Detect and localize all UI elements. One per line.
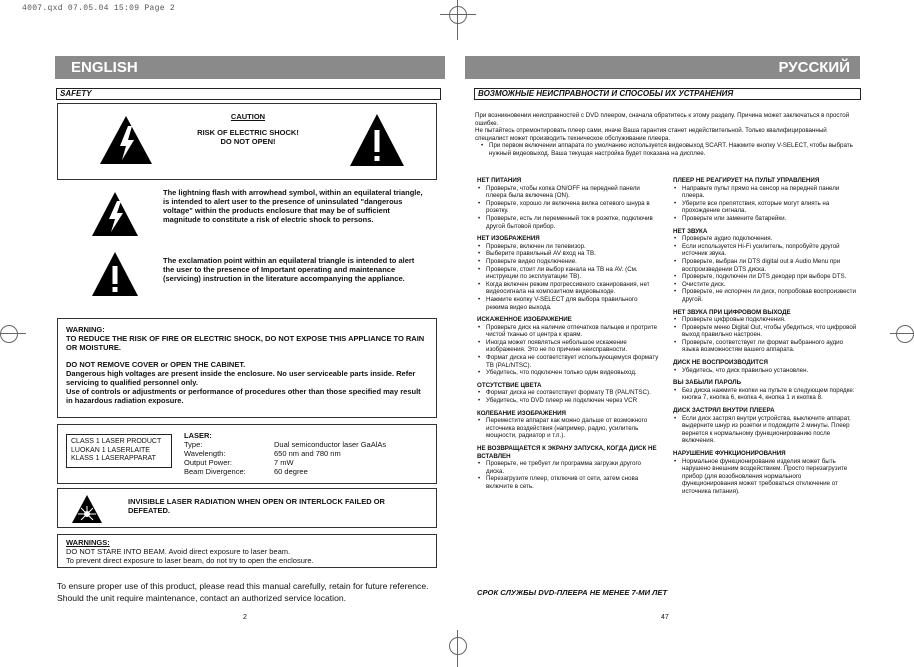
crop-mark-left xyxy=(0,325,18,343)
troubleshoot-column-left xyxy=(477,172,660,491)
laser-label-line: LUOKAN 1 LASERLAITE xyxy=(71,446,150,454)
risk-line-2: DO NOT OPEN! xyxy=(220,137,276,146)
section-list xyxy=(673,415,857,445)
list-item: • Убедитесь, что диск правильно установлен. xyxy=(682,367,857,375)
list-item: • Убедитесь, что DVD плеер не подключен через VCR xyxy=(486,397,660,405)
lang-title-russian: РУССКИЙ xyxy=(778,59,850,76)
section-title: ВЫ ЗАБЫЛИ ПАРОЛЬ xyxy=(673,379,742,387)
list-item: • Нажмите кнопку V-SELECT для выбора правильного режима видео выхода. xyxy=(486,296,660,311)
dangerous-text: Dangerous high voltages are present inside the enclosure. No user serviceable parts inside. Refer servicing to qualified personnel only. xyxy=(66,369,416,387)
list-item: • Формат диска не соответствует использующемуся формату ТВ (PAL/NTSC). xyxy=(486,354,660,369)
list-item: • Иногда может появляться небольшое искажение изображения. Это не по причине неисправности. xyxy=(486,339,660,354)
troubleshoot-column-right xyxy=(673,172,857,496)
laser-spec-value: 650 nm and 780 nm xyxy=(274,449,341,458)
section-title: НЕТ ЗВУКА xyxy=(673,227,708,235)
section-title: НЕТ ЗВУКА ПРИ ЦИФРОВОМ ВЫХОДЕ xyxy=(673,308,791,316)
section-list xyxy=(673,316,857,354)
crop-mark-right xyxy=(896,325,914,343)
laser-spec-value: 7 mW xyxy=(274,458,294,467)
section-list xyxy=(477,460,660,490)
language-band-left xyxy=(55,56,445,79)
caution-box xyxy=(57,103,437,180)
list-item: • Когда включен режим прогрессивного сканирования, нет видеосигнала на композитном видеовыходе. xyxy=(486,281,660,296)
section-list xyxy=(477,389,660,404)
lightning-triangle-icon xyxy=(98,114,154,166)
section-title: НЕ ВОЗВРАЩАЕТСЯ К ЭКРАНУ ЗАПУСКА, КОГДА ДИСК НЕ ВСТАВЛЕН xyxy=(477,445,657,460)
exclamation-triangle-icon xyxy=(348,112,406,168)
list-item: • Проверьте, не испорчен ли диск, попробовав воспроизвести другой. xyxy=(682,288,857,303)
crop-line xyxy=(457,630,458,667)
list-item: • Проверьте или замените батарейки. xyxy=(682,215,857,223)
list-item: • Проверьте, выбран ли DTS digital out в Audio Menu при воспроизведении DTS диска. xyxy=(682,258,857,273)
section-title: ДИСК НЕ ВОСПРОИЗВОДИТСЯ xyxy=(673,359,768,367)
page-number-left: 2 xyxy=(243,614,247,621)
list-item: • Проверьте, есть ли переменный ток в розетке, подключив другой бытовой прибор. xyxy=(486,215,660,230)
list-item: • Проверьте видео подключение. xyxy=(486,258,660,266)
list-item: • Уберите все препятствия, которые могут влиять на прохождение сигнала. xyxy=(682,200,857,215)
section-list xyxy=(477,243,660,311)
page-number-right: 47 xyxy=(661,614,669,621)
laser-spec-value: Dual semiconductor laser GaAlAs xyxy=(274,440,387,449)
section-list xyxy=(477,417,660,440)
laser-spec-value: 60 degree xyxy=(274,467,308,476)
list-item: • Проверьте цифровые подключения. xyxy=(682,316,857,324)
section-title: КОЛЕБАНИЕ ИЗОБРАЖЕНИЯ xyxy=(477,409,566,417)
list-item: • Проверьте аудио подключения. xyxy=(682,235,857,243)
list-item: • Проверьте, включен ли телевизор. xyxy=(486,243,660,251)
section-title: НЕТ ПИТАНИЯ xyxy=(477,177,522,184)
language-band-right xyxy=(465,56,860,79)
list-item: • Если диск застрял внутри устройства, выключите аппарат, выдерните шнур из розетки и подождите 2 минуты. Плеер вернется к нормальному функционированию после включения. xyxy=(682,415,857,445)
list-item: • Проверьте, соответствует ли формат выбранного аудио языка возможностям вашего аппарата. xyxy=(682,339,857,354)
troubleshooting-section-bar: ВОЗМОЖНЫЕ НЕИСПРАВНОСТИ И СПОСОБЫ ИХ УСТРАНЕНИЯ xyxy=(474,88,861,100)
exclamation-triangle-icon xyxy=(90,250,140,298)
list-item: • Формат диска не соответствует формату ТВ (PAL/NTSC). xyxy=(486,389,660,397)
crop-mark-bottom xyxy=(449,637,467,655)
invisible-radiation-text: INVISIBLE LASER RADIATION WHEN OPEN OR INTERLOCK FAILED OR DEFEATED. xyxy=(128,497,385,515)
caution-heading: CAUTION xyxy=(230,112,266,121)
risk-line-1: RISK OF ELECTRIC SHOCK! xyxy=(197,128,299,137)
intro-text-1: При возникновении неисправностей с DVD плеером, сначала обратитесь к этому разделу. Причина может заключаться в простой ошибке. xyxy=(475,112,850,127)
safety-section-bar: SAFETY xyxy=(56,88,441,100)
laser-radiation-icon xyxy=(70,493,104,525)
laser-spec-key: Wavelength: xyxy=(184,449,226,458)
section-title: НЕТ ИЗОБРАЖЕНИЯ xyxy=(477,235,540,243)
lifetime-note: СРОК СЛУЖБЫ DVD-ПЛЕЕРА НЕ МЕНЕЕ 7-МИ ЛЕТ xyxy=(477,588,668,597)
lightning-triangle-icon xyxy=(90,190,140,238)
list-item: • Если используется Hi-Fi усилитель, попробуйте другой источник звука. xyxy=(682,243,857,258)
list-item: • Нормальное функционирование изделия может быть нарушено внешним воздействием. Просто перезагрузите прибор (для возобновления нормального функционирования может требоваться отключение от источника питания). xyxy=(682,458,857,496)
footer-text: To ensure proper use of this product, please read this manual carefully, retain for future reference. Should the unit require maintenance, contact an authorized service location. xyxy=(57,581,429,603)
warnings-title: WARNINGS: xyxy=(66,538,110,547)
list-item: • Выберите правильный AV вход на ТВ. xyxy=(486,250,660,258)
section-title: ИСКАЖЕННОЕ ИЗОБРАЖЕНИЕ xyxy=(477,316,572,324)
lang-title-english: ENGLISH xyxy=(71,59,138,76)
section-list xyxy=(477,185,660,231)
list-item: • Очистите диск. xyxy=(682,281,857,289)
section-list xyxy=(673,458,857,496)
warning-title: WARNING: xyxy=(66,325,105,334)
crop-line xyxy=(440,14,476,15)
print-header: 4007.qxd 07.05.04 15:09 Page 2 xyxy=(22,4,176,13)
laser-spec-key: Output Power: xyxy=(184,458,232,467)
warnings-box xyxy=(57,534,437,568)
laser-label-line: KLASS 1 LASERAPPARAT xyxy=(71,455,156,462)
laser-spec-key: Type: xyxy=(184,440,203,449)
section-title: ОТСУТСТВИЕ ЦВЕТА xyxy=(477,381,542,389)
section-title: ДИСК ЗАСТРЯЛ ВНУТРИ ПЛЕЕРА xyxy=(673,407,775,415)
list-item: • Убедитесь, что подключен только один видеовыход. xyxy=(486,369,660,377)
laser-spec-key: Beam Divergence: xyxy=(184,467,246,476)
list-item: • Переместите аппарат как можно дальше от возможного источника воздействия (например, радио, усилитель мощности, радиатор и т.п.). xyxy=(486,417,660,440)
list-item: • Проверьте, стоит ли выбор канала на ТВ на AV. (См. инструкции по эксплуатации ТВ). xyxy=(486,266,660,281)
laser-label-line: CLASS 1 LASER PRODUCT xyxy=(71,438,162,445)
list-item: • Без диска нажмите кнопки на пульте в следующем порядке: кнопка 7, кнопка 6, кнопка 4, кнопка 1 и кнопка 8. xyxy=(682,387,857,402)
intro-bullet: • При первом включении аппарата по умолчанию используется видеовыход SCART. Нажмите кнопку V-SELECT, чтобы выбрать нужный видеовыход. Ваша текущая настройка будет показана на дисплее. xyxy=(489,142,857,157)
section-list xyxy=(477,324,660,377)
crop-line xyxy=(457,0,458,40)
laser-title: LASER: xyxy=(184,431,212,440)
warnings-line-2: To prevent direct exposure to laser beam, do not try to open the enclosure. xyxy=(66,556,314,565)
list-item: • Проверьте диск на наличие отпечатков пальцев и протрите чистой тканью от центра к краям. xyxy=(486,324,660,339)
controls-text: Use of controls or adjustments or performance of procedures other than those specified may result in hazardous radiation exposure. xyxy=(66,387,421,405)
intro-text-2: Не пытайтесь отремонтировать плеер сами, иначе Ваша гарантия станет недействительной. Только квалифицированный специалист может производить техническое обслуживание плеера. xyxy=(475,127,827,142)
laser-box xyxy=(57,424,437,484)
list-item: • Проверьте, подключен ли DTS декодер при выборе DTS. xyxy=(682,273,857,281)
section-list xyxy=(673,387,857,402)
section-title: НАРУШЕНИЕ ФУНКЦИОНИРОВАНИЯ xyxy=(673,450,786,457)
list-item: • Проверьте, не требует ли программа загрузки другого диска. xyxy=(486,460,660,475)
warning-box xyxy=(57,318,437,418)
section-list xyxy=(673,185,857,223)
list-item: • Направьте пульт прямо на сенсор на передней панели плеера. xyxy=(682,185,857,200)
section-title: ПЛЕЕР НЕ РЕАГИРУЕТ НА ПУЛЬТ УПРАВЛЕНИЯ xyxy=(673,177,820,184)
crop-line xyxy=(0,333,26,334)
lightning-explanation: The lightning flash with arrowhead symbol, within an equilateral triangle, is intended to alert user to the presence of uninsulated "dangerous voltage" within the products enclosure that may be of sufficient magnitude to constitute a risk of electric shock to persons. xyxy=(163,188,423,224)
warning-line: TO REDUCE THE RISK OF FIRE OR ELECTRIC SHOCK, DO NOT EXPOSE THIS APPLIANCE TO RAIN OR MOISTURE. xyxy=(66,334,425,352)
section-list xyxy=(673,235,857,303)
list-item: • Проверьте меню Digital Out, чтобы убедиться, что цифровой выход правильно настроен. xyxy=(682,324,857,339)
laser-class-label xyxy=(66,434,172,468)
warnings-line-1: DO NOT STARE INTO BEAM. Avoid direct exposure to laser beam. xyxy=(66,547,291,556)
invisible-radiation-box xyxy=(57,488,437,528)
do-not-remove: DO NOT REMOVE COVER or OPEN THE CABINET. xyxy=(66,360,246,369)
list-item: • Проверьте, хорошо ли включена вилка сетевого шнура в розетку. xyxy=(486,200,660,215)
list-item: • Проверьте, чтобы копка ON/OFF на передней панели плеера была включена (ON). xyxy=(486,185,660,200)
crop-mark-top-center xyxy=(449,6,467,24)
section-list xyxy=(673,367,857,375)
crop-line xyxy=(890,333,914,334)
exclamation-explanation: The exclamation point within an equilateral triangle is intended to alert the user to the presence of Important operating and maintenance (servicing) instruction in the literature accompanying the appliance. xyxy=(163,256,415,283)
list-item: • Перезагрузите плеер, отключив от сети, затем снова включите в сеть. xyxy=(486,475,660,490)
